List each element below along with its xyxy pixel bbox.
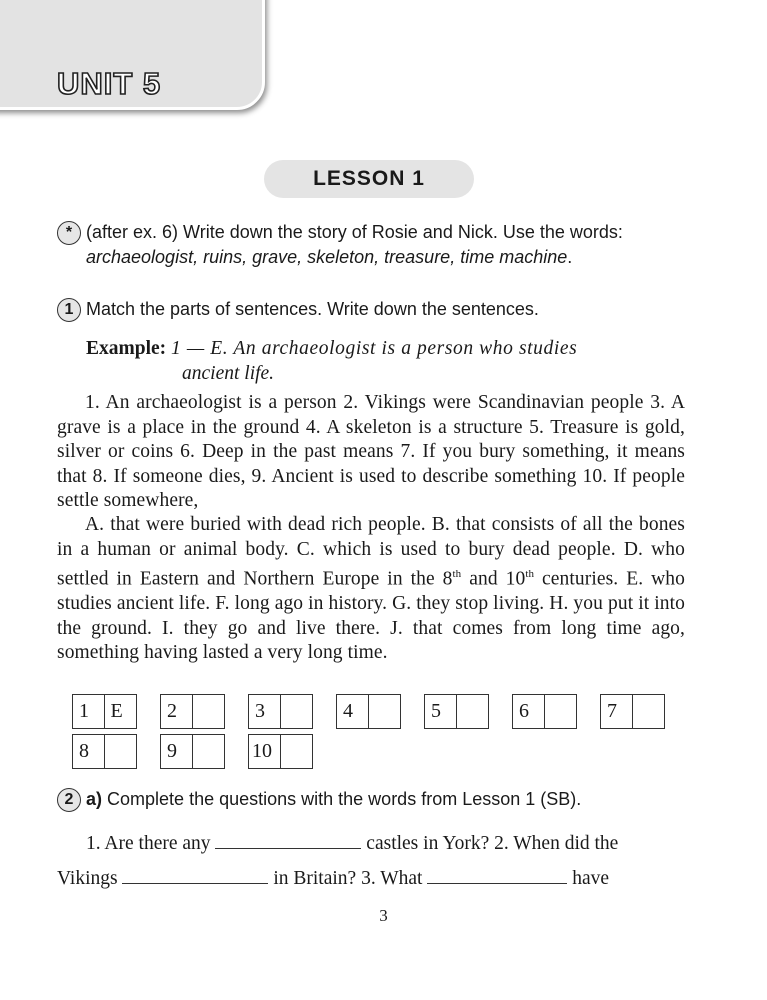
answer-num: 9 xyxy=(161,735,193,768)
q2-before: Vikings xyxy=(57,868,118,889)
task1-instruction: Match the parts of sentences. Write down the sentences. xyxy=(86,299,539,319)
endings-part1: A. that were buried with dead rich people. B. that consists of all the bones in a human or animal body. C. which is used to bury dead people. D. who settled in Eastern and Northern Europe in the 8 xyxy=(57,514,685,590)
task1-badge: 1 xyxy=(57,298,81,322)
endings-sup1: th xyxy=(452,568,462,580)
q1-after: castles in York? 2. When did the xyxy=(366,833,619,854)
question-line-1 xyxy=(86,831,618,855)
answer-box[interactable]: E xyxy=(110,700,123,722)
answer-row-1 xyxy=(72,694,688,729)
answer-num: 7 xyxy=(601,695,633,728)
answer-pair xyxy=(424,694,489,729)
task-star-period: . xyxy=(567,247,573,267)
task2-instruction: Complete the questions with the words from Lesson 1 (SB). xyxy=(107,789,582,809)
answer-num: 4 xyxy=(337,695,369,728)
answer-pair xyxy=(248,694,313,729)
unit-title: UNIT 5 xyxy=(57,66,162,101)
q1-blank[interactable] xyxy=(215,831,361,849)
example-label: Example: xyxy=(86,338,167,359)
example-line-1 xyxy=(86,338,577,360)
answer-box[interactable] xyxy=(281,735,313,768)
q2-mid: in Britain? 3. What xyxy=(273,868,423,889)
answer-num: 10 xyxy=(249,735,281,768)
q1-before: 1. Are there any xyxy=(86,833,211,854)
example-text-1: 1 — E. An archaeologist is a person who studies xyxy=(171,338,578,359)
answer-box[interactable] xyxy=(193,735,225,768)
answer-box[interactable] xyxy=(193,695,225,728)
answer-num: 5 xyxy=(425,695,457,728)
answer-box[interactable] xyxy=(633,695,665,728)
answer-num: 6 xyxy=(513,695,545,728)
answer-box[interactable] xyxy=(369,695,401,728)
answer-num: 3 xyxy=(249,695,281,728)
task2-instruction-line xyxy=(86,789,581,810)
answer-pair xyxy=(600,694,665,729)
sentence-endings xyxy=(57,513,685,666)
sentence-beginnings: 1. An archaeologist is a person 2. Vikings were Scandinavian people 3. A grave is a place in the ground 4. A skeleton is a structure 5. Treasure is gold, silver or coins 6. Deep in the past means 7. If you bury something, it means that 8. If someone dies, 9. Ancient is used to describe something 10. If people settle somewhere, xyxy=(57,392,685,511)
endings-and: and 10 xyxy=(461,568,526,590)
q3-blank[interactable] xyxy=(427,866,567,884)
answer-num: 1 xyxy=(73,695,105,728)
task-star-badge: * xyxy=(57,221,81,245)
task-star-words: archaeologist, ruins, grave, skeleton, treasure, time machine xyxy=(86,247,568,267)
answer-box[interactable] xyxy=(545,695,577,728)
q2-after: have xyxy=(572,868,610,889)
answer-box[interactable] xyxy=(457,695,489,728)
task-star-instruction: (after ex. 6) Write down the story of Rosie and Nick. Use the words: xyxy=(86,222,623,242)
answer-num: 8 xyxy=(73,735,105,768)
endings-part2: centuries. E. who studies ancient life. F. long ago in history. G. they stop living. H. you put it into the ground. I. they go and live there. J. that comes from long time ago, something having lasted a very long time. xyxy=(57,568,686,663)
answer-pair xyxy=(248,734,313,769)
task2-part-label: a) xyxy=(86,789,103,809)
answer-pair xyxy=(512,694,577,729)
answer-pair xyxy=(160,734,225,769)
answer-box[interactable] xyxy=(281,695,313,728)
endings-sup2: th xyxy=(525,568,535,580)
answer-pair xyxy=(72,694,137,729)
answer-row-2 xyxy=(72,734,336,769)
question-line-2 xyxy=(57,866,609,890)
page-number: 3 xyxy=(379,906,388,925)
answer-box[interactable] xyxy=(105,735,137,768)
task-star-words-line xyxy=(86,247,572,268)
answer-pair xyxy=(336,694,401,729)
answer-pair xyxy=(72,734,137,769)
answer-pair xyxy=(160,694,225,729)
lesson-title: LESSON 1 xyxy=(264,160,474,198)
task2-badge: 2 xyxy=(57,788,81,812)
q2-blank[interactable] xyxy=(122,866,268,884)
answer-num: 2 xyxy=(161,695,193,728)
example-text-2: ancient life. xyxy=(182,363,275,384)
